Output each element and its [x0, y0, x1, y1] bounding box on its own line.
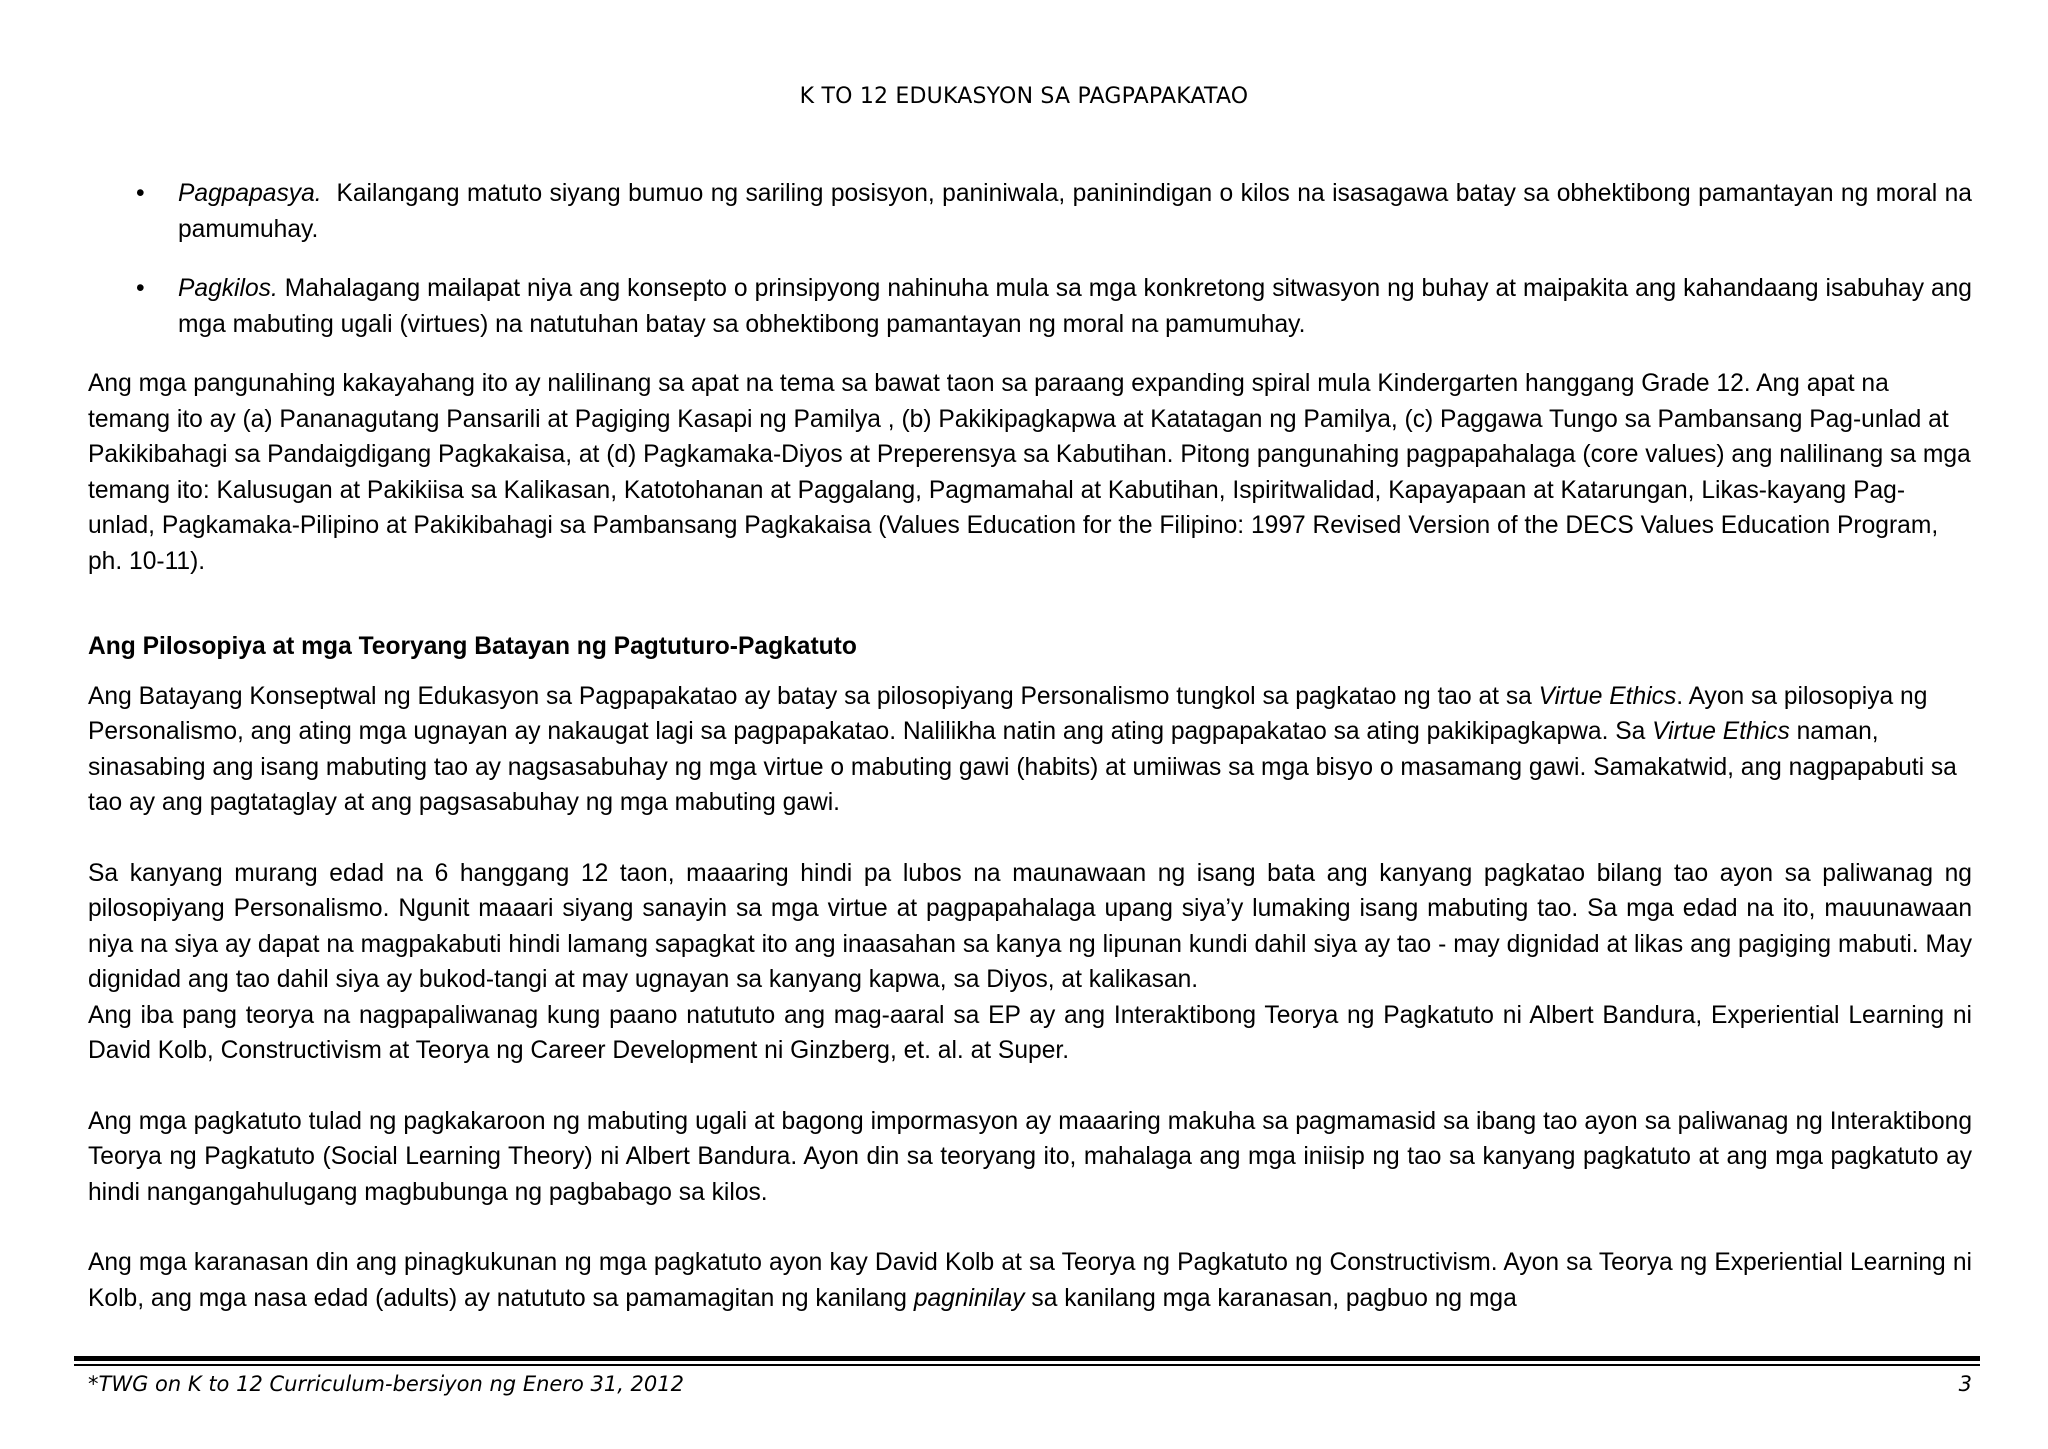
text-run: Ang Batayang Konseptwal ng Edukasyon sa Pagpapakatao ay batay sa pilosopiyang Personalismo tungkol sa pagkatao ng tao at sa	[88, 682, 1539, 710]
text-run: sa kanilang mga karanasan, pagbuo ng mga	[1024, 1284, 1517, 1312]
italic-term: pagninilay	[913, 1284, 1025, 1312]
paragraph-bandura: Ang mga pagkatuto tulad ng pagkakaroon ng mabuting ugali at bagong impormasyon ay maaaring makuha sa pagmamasid sa ibang tao ayon sa paliwanag ng Interaktibong Teorya ng Pagkatuto (Social Learning Theory) ni Albert Bandura. Ayon din sa teoryang ito, mahalaga ang mga iniisip ng tao sa kanyang pagkatuto at ang mga pagkatuto ay hindi nangangahulugang magbubunga ng pagbabago sa kilos.	[88, 1107, 1972, 1206]
section-heading: Ang Pilosopiya at mga Teoryang Batayan ng Pagtuturo-Pagkatuto	[88, 633, 857, 660]
text-run: Ang mga karanasan din ang pinagkukunan ng mga pagkatuto ayon kay David Kolb at sa Teorya ng Pagkatuto ng Constructivism. Ayon sa Teorya ng Experiential Learning ni Kolb, ang mga nasa edad (adults) ay natututo sa pamamagitan ng kanilang	[88, 1249, 1972, 1312]
italic-term: Virtue Ethics	[1538, 682, 1677, 710]
bullet-text: Kailangang matuto siyang bumuo ng sariling posisyon, paniniwala, paninindigan o kilos na isasagawa batay sa obhektibong pamantayan ng moral na pamumuhay.	[178, 180, 1972, 243]
paragraph-murang-edad: Sa kanyang murang edad na 6 hanggang 12 taon, maaaring hindi pa lubos na maunawaan ng isang bata ang kanyang pagkatao bilang tao ayon sa paliwanag ng pilosopiyang Personalismo. Ngunit maaari siyang sanayin sa mga virtue at pagpapahalaga upang siya’y lumaking isang mabuting tao. Sa mga edad na ito, mauunawaan niya na siya ay dapat na magpakabuti hindi lamang sapagkat ito ang inaasahan sa kanya ng lipunan kundi dahil siya ay tao - may dignidad at likas ang pagiging mabuti. May dignidad ang tao dahil siya ay bukod-tangi at may ugnayan sa kanyang kapwa, sa Diyos, at kalikasan.	[88, 859, 1972, 993]
document-body	[88, 176, 1972, 1316]
bullet-term: Pagkilos.	[178, 275, 278, 302]
text-run: naman, sinasabing ang isang mabuting tao ay nagsasabuhay ng mga virtue o mabuting gawi (habits) at umiiwas sa mga bisyo o masamang gawi. Samakatwid, ang nagpapabuti sa tao ay ang pagtataglay at ang pagsasabuhay ng mga mabuting gawi.	[88, 718, 1957, 816]
bullet-term: Pagpapasya.	[178, 180, 322, 207]
page-header: K TO 12 EDUKASYON SA PAGPAPAKATAO	[799, 84, 1249, 109]
paragraph-personalismo	[88, 679, 1972, 821]
footer-divider-thick	[74, 1356, 1980, 1361]
italic-term: Virtue Ethics	[1652, 718, 1790, 745]
text-run: . Ayon sa pilosopiya ng Personalismo, ang ating mga ugnayan ay nakaugat lagi sa pagpapakatao. Nalilikha natin ang ating pagpapakatao sa ating pakikipagkapwa. Sa	[88, 682, 1928, 745]
intro-paragraph: Ang mga pangunahing kakayahang ito ay nalilinang sa apat na tema sa bawat taon sa paraang expanding spiral mula Kindergarten hanggang Grade 12. Ang apat na temang ito ay (a) Pananagutang Pansarili at Pagiging Kasapi ng Pamilya , (b) Pakikipagkapwa at Katatagan ng Pamilya, (c) Paggawa Tungo sa Pambansang Pag-unlad at Pakikibahagi sa Pandaigdigang Pagkakaisa, at (d) Pagkamaka-Diyos at Preperensya sa Kabutihan. Pitong pangunahing pagpapahalaga (core values) ang nalilinang sa mga temang ito: Kalusugan at Pakikiisa sa Kalikasan, Katotohanan at Paggalang, Pagmamahal at Kabutihan, Ispiritwalidad, Kapayapaan at Katarungan, Likas-kayang Pag-unlad, Pagkamaka-Pilipino at Pakikibahagi sa Pambansang Pagkakaisa (Values Education for the Filipino: 1997 Revised Version of the DECS Values Education Program, ph. 10-11).	[88, 370, 1971, 575]
paragraph-kolb	[88, 1245, 1972, 1316]
page-number: 3	[1958, 1372, 1972, 1396]
bullet-item-pagkilos	[178, 271, 1972, 342]
bullet-text: Mahalagang mailapat niya ang konsepto o prinsipyong nahinuha mula sa mga konkretong sitwasyon ng buhay at maipakita ang kahandaang isabuhay ang mga mabuting ugali (virtues) na natutuhan batay sa obhektibong pamantayan ng moral na pamumuhay.	[178, 275, 1972, 338]
skills-bullet-list	[88, 176, 1972, 342]
footer-note: *TWG on K to 12 Curriculum-bersiyon ng Enero 31, 2012	[88, 1372, 684, 1396]
footer-divider-thin	[74, 1364, 1980, 1366]
bullet-item-pagpapasya	[178, 176, 1972, 247]
paragraph-iba-pang-teorya: Ang iba pang teorya na nagpapaliwanag kung paano natututo ang mag-aaral sa EP ay ang Interaktibong Teorya ng Pagkatuto ni Albert Bandura, Experiential Learning ni David Kolb, Constructivism at Teorya ng Career Development ni Ginzberg, et. al. at Super.	[88, 1001, 1972, 1064]
